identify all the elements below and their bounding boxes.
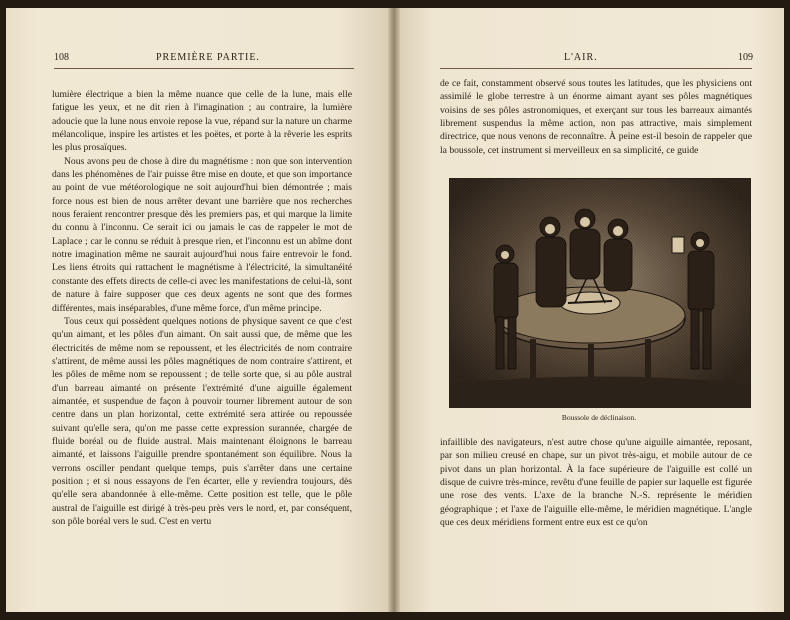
right-top-text xyxy=(440,77,752,157)
right-paragraph-top: de ce fait, constamment observé sous toutes les latitudes, que les physiciens ont assimilé le globe terrestre à un énorme aimant ayant ses pôles magnétiques voisins de ses pôles astronomiques, et exerçant sur tous les barreaux aimantés librement suspendus la même action, non pas attractive, mais simplement directrice, que nous venons de reconnaître. À peine est-il besoin de rappeler que la boussole, cet instrument si merveilleux en sa simplicité, ce guide xyxy=(440,78,752,156)
illustration-caption: Boussole de déclinaison. xyxy=(561,413,637,422)
right-page xyxy=(394,8,784,612)
right-running-header: L'AIR. xyxy=(564,52,598,63)
left-paragraph: lumière électrique a bien la même nuance que celle de la lune, mais elle fatigue les yeux, et ne dit rien à l'imagination ; au contraire, la lumière adoucie que la lune nous envoie repose la vue, répand sur la nature un charme mélancolique, inspire les artistes et les poëtes, et porte à la rêverie les esprits les plus prosaïques. xyxy=(52,89,352,154)
right-paragraph-bottom: infaillible des navigateurs, n'est autre chose qu'une aiguille aimantée, reposant, par son milieu creusé en chape, sur un pivot très-aigu, et mobile autour de ce pivot dans un plan horizontal. À la face supérieure de l'aiguille est collé un disque de cuivre très-mince, revêtu d'une feuille de papier sur laquelle est figurée une rose des vents. L'axe de la branche N.-S. représente le méridien géographique ; et l'axe de l'aiguille elle-même, le méridien magnétique. L'angle que ces deux méridiens forment entre eux est ce qu'on xyxy=(440,437,752,529)
right-page-number: 109 xyxy=(738,52,753,63)
engraving-drawing xyxy=(450,179,750,407)
left-paragraph: Nous avons peu de chose à dire du magnétisme : non que son intervention dans les phénomènes de l'air puisse être mise en doute, et que son importance au point de vue météorologique ne soit aujourd'hui bien démontrée ; mais force nous est bien de nous arrêter devant une barrière que nos recherches nous feraient rencontrer presque dès les premiers pas, et qui marque la limite du connu à l'inconnu. Ce serait ici ou jamais le cas de rappeler le mot de Laplace ; car le connu se réduit à presque rien, et l'inconnu est un abîme dont notre imagination même ne saurait aujourd'hui nous faire entrevoir le fond. Les liens étroits qui rattachent le magnétisme à l'électricité, la simultanéité constante des effets directs de celle-ci avec les manifestations de celui-là, sont de nature à faire supposer que ces deux agents ne sont que des formes différentes, mais inséparables, d'une même force, d'un même principe. xyxy=(52,155,352,314)
right-header-rule xyxy=(440,68,752,69)
left-page xyxy=(6,8,394,612)
left-body-text xyxy=(52,88,352,528)
right-bottom-text xyxy=(440,436,752,529)
compass-engraving-illustration xyxy=(449,178,751,408)
book-gutter xyxy=(388,8,400,612)
left-running-header: PREMIÈRE PARTIE. xyxy=(156,52,260,63)
left-page-number: 108 xyxy=(54,52,69,63)
left-header-rule xyxy=(54,68,354,69)
left-paragraph: Tous ceux qui possèdent quelques notions de physique savent ce que c'est qu'un aimant, et les pôles d'un aimant. On sait aussi que, de même que les électricités de même nom se repoussent, et les électricités de nom contraire s'attirent, de même aussi les pôles magnétiques de nom contraire s'attirent, et les pôles de même nom se repoussent ; de telle sorte que, si au pôle austral d'un barreau aimanté on présente l'extrémité d'une aiguille également aimantée, et suspendue de façon à pouvoir tourner librement autour de son centre dans un plan horizontal, cette extrémité sera attirée ou repoussée suivant qu'elle sera, qu'on me passe cette expression surannée, chargée de fluide boréal ou de fluide austral. Mais maintenant éloignons le barreau aimanté, et laissons l'aiguille prendre spontanément son équilibre. Nous la verrons osciller pendant quelque temps, puis s'arrêter dans une certaine position ; et si nous essayons de l'en écarter, elle y reviendra toujours, dès qu'elle sera abandonnée à elle-même. Cette position est telle, que le pôle austral de l'aiguille est dirigé à très-peu près vers le nord, et, par conséquent, son pôle boréal vers le sud. C'est en vertu xyxy=(52,315,352,527)
